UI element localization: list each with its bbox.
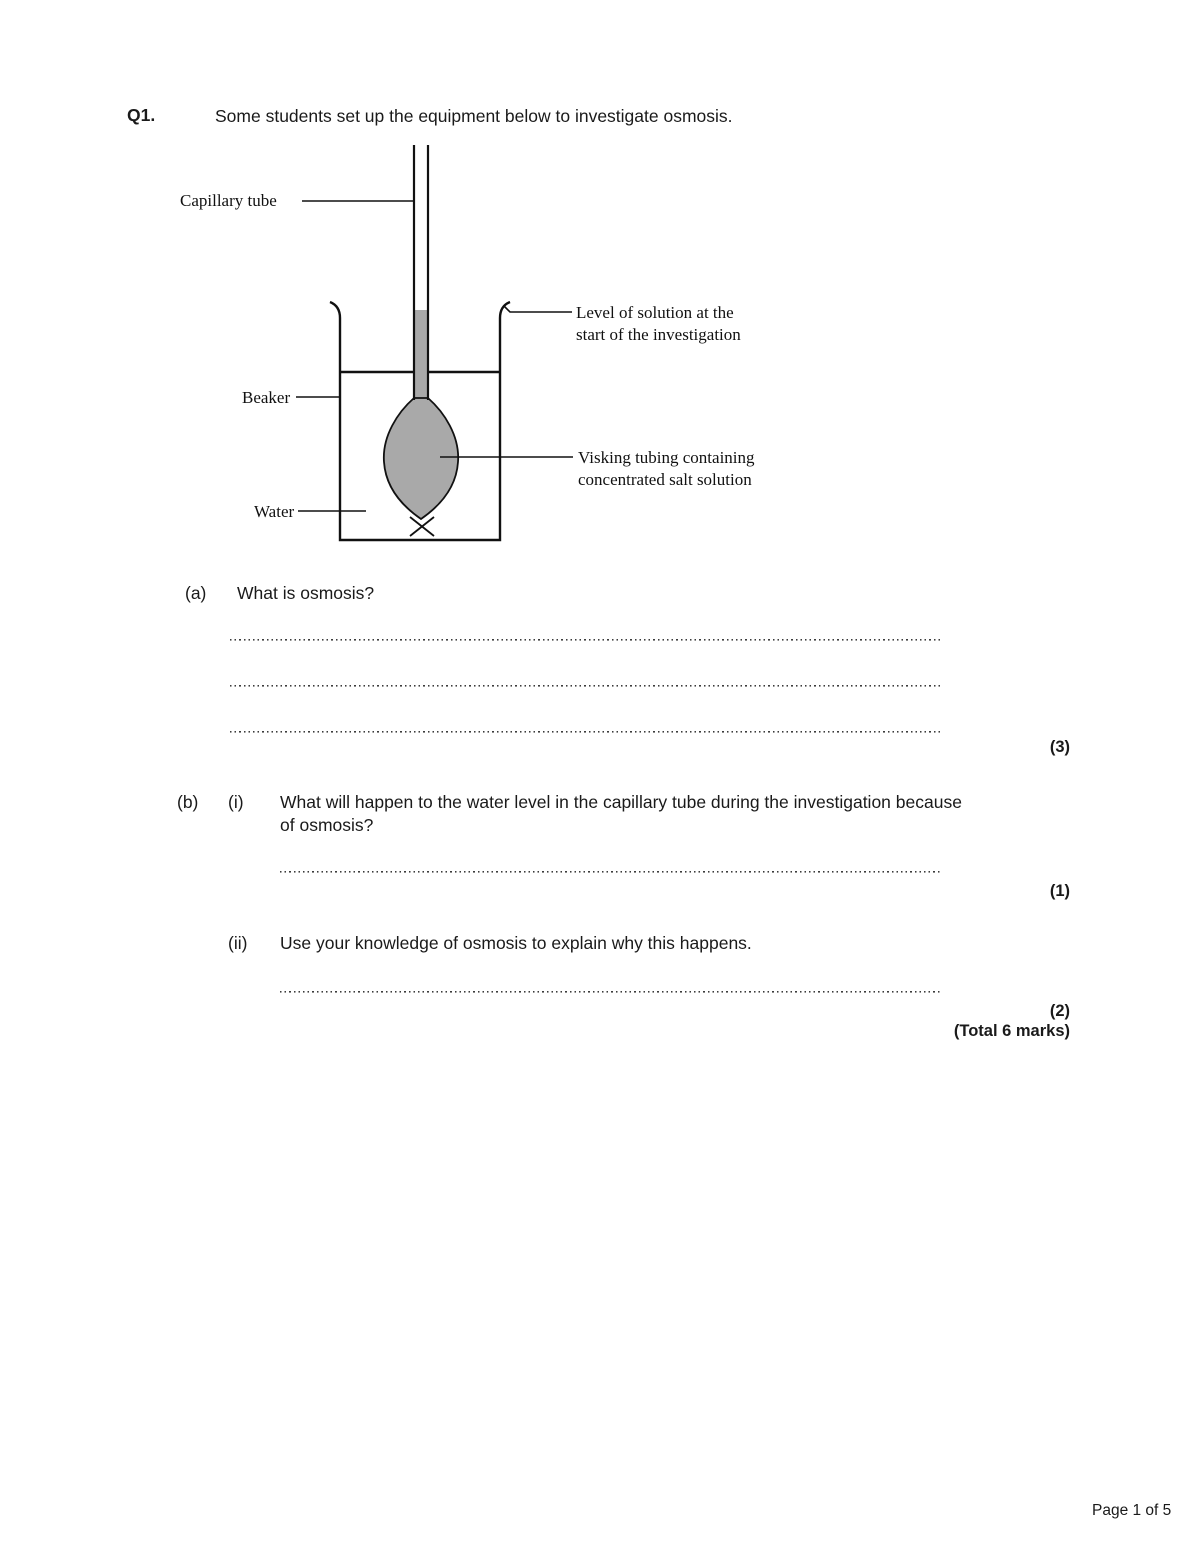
solution-level-label-line1: Level of solution at the: [576, 303, 734, 322]
part-b-ii-text: Use your knowledge of osmosis to explain why this happens.: [280, 933, 752, 953]
capillary-tube-label: Capillary tube: [180, 191, 277, 210]
question-number: Q1.: [127, 105, 156, 125]
part-b-ii-marks: (2): [1049, 1002, 1070, 1020]
total-marks: (Total 6 marks): [953, 1022, 1070, 1040]
visking-knot: [410, 517, 434, 536]
part-b-i-marks: (1): [1049, 882, 1070, 900]
visking-label-line2: concentrated salt solution: [578, 470, 752, 489]
solution-level-label-line2: start of the investigation: [576, 325, 741, 344]
part-a-text: What is osmosis?: [237, 583, 375, 603]
answer-line: [230, 685, 942, 687]
question-intro: Some students set up the equipment below to investigate osmosis.: [215, 106, 733, 126]
part-b-i-text: What will happen to the water level in the capillary tube during the investigation because of osmosis?: [280, 792, 962, 835]
answer-line: [230, 639, 942, 641]
part-b-label: (b): [177, 792, 199, 812]
solution-level-leader-line: [504, 306, 572, 312]
part-b-ii-label: (ii): [228, 933, 248, 953]
osmosis-apparatus-diagram: [170, 140, 830, 570]
part-a-label: (a): [185, 583, 207, 603]
beaker-label: Beaker: [242, 388, 291, 407]
answer-line: [230, 731, 942, 733]
visking-tubing-shape: [384, 398, 458, 519]
part-a-marks: (3): [1049, 738, 1070, 756]
answer-line: [280, 871, 942, 873]
part-b-i-label: (i): [228, 792, 244, 812]
solution-in-tube: [415, 310, 427, 410]
water-label: Water: [254, 502, 295, 521]
page-number: Page 1 of 5: [1092, 1502, 1172, 1519]
answer-line: [280, 991, 942, 993]
visking-label-line1: Visking tubing containing: [578, 448, 755, 467]
